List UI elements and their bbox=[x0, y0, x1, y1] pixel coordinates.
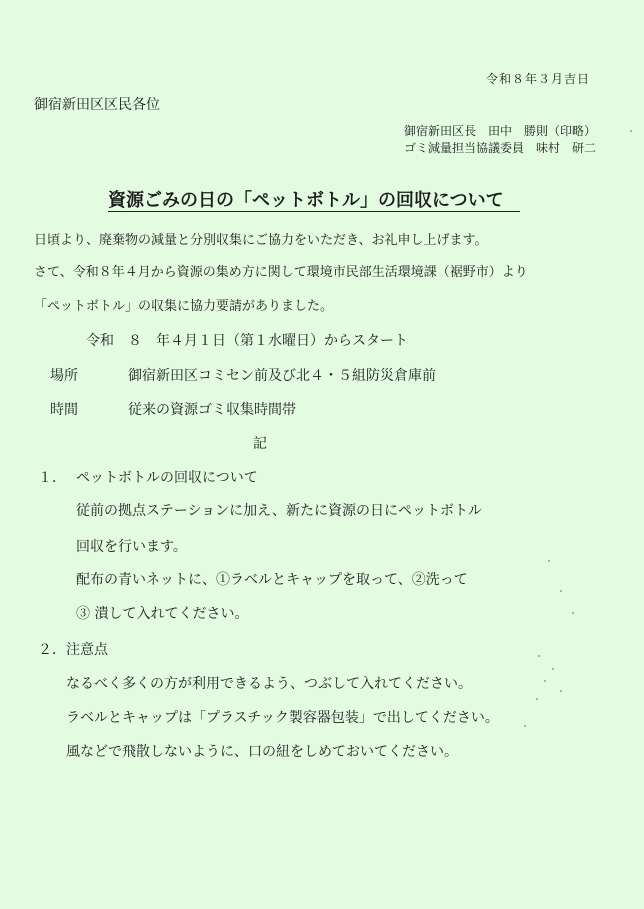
intro-paragraph-1: 日頃より、廃棄物の減量と分別収集にご協力をいただき、お礼申し上げます。 bbox=[34, 233, 488, 248]
intro-paragraph-2: さて、令和８年４月から資源の集め方に関して環境市民部生活環境課（裾野市）より bbox=[34, 265, 528, 280]
section-1-body-1: 従前の拠点ステーションに加え、新たに資源の日にペットボトル bbox=[76, 503, 482, 519]
ki-marker: 記 bbox=[253, 436, 267, 452]
section-2-body-1: なるべく多くの方が利用できるよう、つぶして入れてください。 bbox=[66, 676, 472, 692]
section-1-body-4: ③ 潰して入れてください。 bbox=[76, 606, 249, 622]
place-label: 場所 bbox=[50, 368, 78, 384]
document-title: 資源ごみの日の「ペットボトル」の回収について bbox=[108, 192, 520, 212]
section-2-heading: ２．注意点 bbox=[38, 642, 108, 658]
section-1-number: １． bbox=[38, 470, 66, 486]
section-2-body-3: 風などで飛散しないように、口の紐をしめておいてください。 bbox=[66, 744, 458, 760]
addressee: 御宿新田区区民各位 bbox=[34, 97, 160, 113]
start-date: 令和 ８ 年４月１日（第１水曜日）からスタート bbox=[86, 333, 408, 349]
intro-paragraph-3: 「ペットボトル」の収集に協力要請がありました。 bbox=[34, 299, 334, 314]
place-value: 御宿新田区コミセン前及び北４・５組防災倉庫前 bbox=[128, 368, 436, 384]
section-2-body-2: ラベルとキャップは「プラスチック製容器包装」で出してください。 bbox=[66, 710, 499, 726]
time-label: 時間 bbox=[50, 402, 78, 418]
time-value: 従来の資源ゴミ収集時間帯 bbox=[128, 402, 296, 418]
document-date: 令和８年３月吉日 bbox=[486, 72, 591, 86]
section-1-body-2: 回収を行います。 bbox=[76, 539, 187, 555]
sender-district-head: 御宿新田区長 田中 勝則（印略） bbox=[404, 124, 597, 138]
sender-committee-member: ゴミ減量担当協議委員 味村 研二 bbox=[404, 141, 597, 155]
section-1-body-3: 配布の青いネットに、①ラベルとキャップを取って、②洗って bbox=[76, 572, 468, 588]
section-1-title: ペットボトルの回収について bbox=[76, 470, 258, 486]
